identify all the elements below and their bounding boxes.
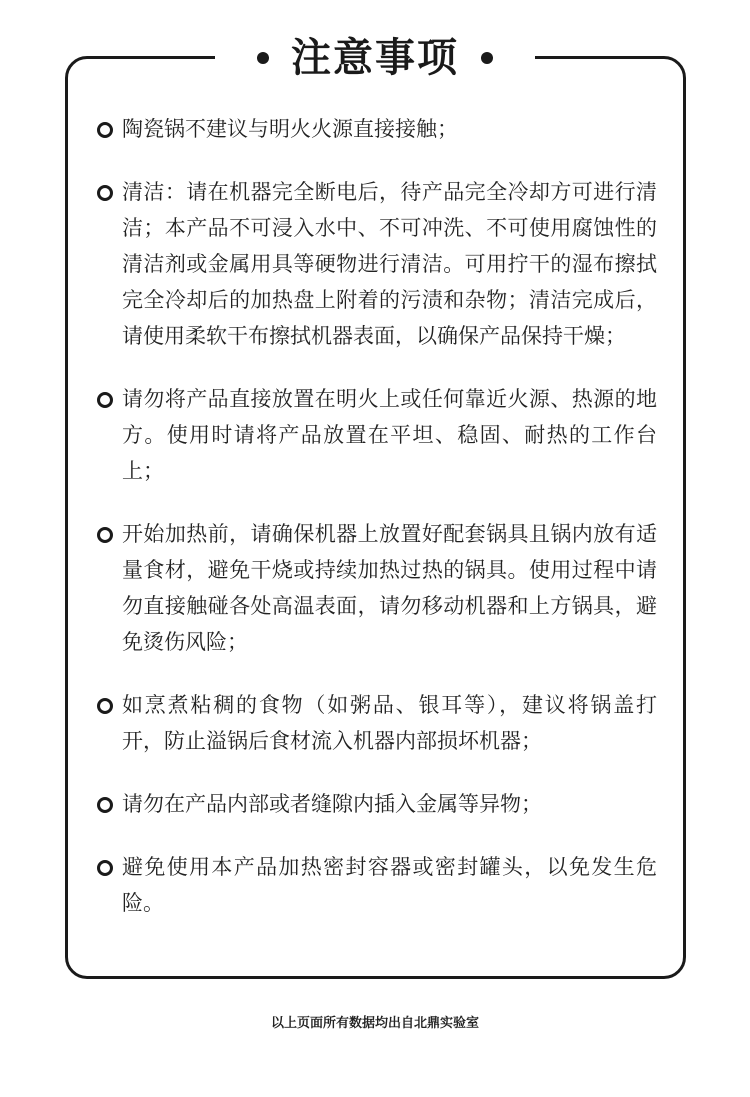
title-left-dot-icon	[257, 52, 269, 64]
list-item-text: 请勿在产品内部或者缝隙内插入金属等异物；	[122, 792, 542, 816]
list-item-text: 避免使用本产品加热密封容器或密封罐头，以免发生危险。	[122, 855, 657, 915]
circle-bullet-icon	[97, 122, 113, 138]
circle-bullet-icon	[97, 797, 113, 813]
list-item	[97, 111, 657, 147]
title-right-dot-icon	[481, 52, 493, 64]
circle-bullet-icon	[97, 860, 113, 876]
list-item	[97, 786, 657, 822]
list-item	[97, 174, 657, 354]
list-item	[97, 849, 657, 921]
list-item	[97, 687, 657, 759]
circle-bullet-icon	[97, 527, 113, 543]
footer-note: 以上页面所有数据均出自北鼎实验室	[270, 1016, 479, 1031]
list-item-text: 开始加热前，请确保机器上放置好配套锅具且锅内放有适量食材，避免干烧或持续加热过热的锅具。使用过程中请勿直接触碰各处高温表面，请勿移动机器和上方锅具，避免烫伤风险；	[122, 522, 657, 654]
circle-bullet-icon	[97, 698, 113, 714]
page-title: 注意事项	[291, 35, 459, 81]
list-item	[97, 381, 657, 489]
title-row	[0, 30, 750, 86]
list-item-text: 请勿将产品直接放置在明火上或任何靠近火源、热源的地方。使用时请将产品放置在平坦、稳固、耐热的工作台上；	[122, 387, 657, 483]
list-item	[97, 516, 657, 660]
list-item-text: 清洁：请在机器完全断电后，待产品完全冷却方可进行清洁；本产品不可浸入水中、不可冲洗、不可使用腐蚀性的清洁剂或金属用具等硬物进行清洁。可用拧干的湿布擦拭完全冷却后的加热盘上附着的污渍和杂物；清洁完成后，请使用柔软干布擦拭机器表面，以确保产品保持干燥；	[122, 180, 657, 348]
title-group	[215, 30, 535, 86]
circle-bullet-icon	[97, 185, 113, 201]
notice-list	[97, 111, 657, 948]
list-item-text: 如烹煮粘稠的食物（如粥品、银耳等），建议将锅盖打开，防止溢锅后食材流入机器内部损坏机器；	[122, 693, 657, 753]
circle-bullet-icon	[97, 392, 113, 408]
list-item-text: 陶瓷锅不建议与明火火源直接接触；	[122, 117, 458, 141]
